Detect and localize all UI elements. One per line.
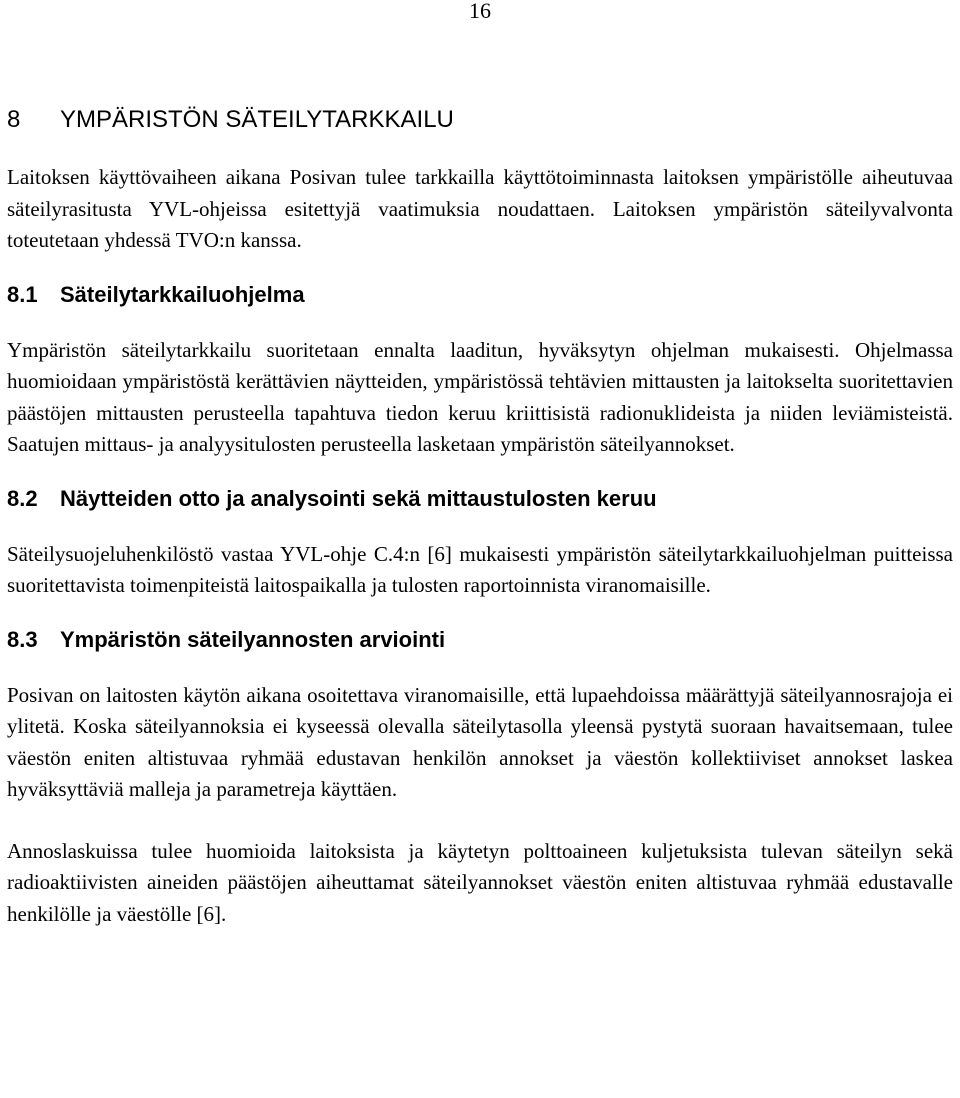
- section-heading-8-2: [7, 481, 953, 517]
- section-number: 8.3: [7, 626, 38, 652]
- chapter-title: YMPÄRISTÖN SÄTEILYTARKKAILU: [60, 106, 454, 133]
- document-body: [7, 102, 953, 930]
- chapter-intro-paragraph: Laitoksen käyttövaiheen aikana Posivan tulee tarkkailla käyttötoiminnasta laitoksen ympäristölle aiheutuvaa säteilyrasitusta YVL-ohjeissa esitettyjä vaatimuksia noudattaen. Laitoksen ympäristön säteilyvalvonta toteutetaan yhdessä TVO:n kanssa.: [7, 165, 953, 252]
- section-heading-8-3: [7, 622, 953, 658]
- section-title: Säteilytarkkailuohjelma: [60, 281, 305, 307]
- section-8-3-paragraph-1: Posivan on laitosten käytön aikana osoitettava viranomaisille, että lupaehdoissa määrättyjä säteilyannosrajoja ei ylitetä. Koska säteilyannoksia ei kyseessä olevalla säteilytasolla yleensä pystytä suoraan havaitsemaan, tulee väestön eniten altistuvaa ryhmää edustavan henkilön annokset ja väestön kollektiiviset annokset laskea hyväksyttäviä malleja ja parametreja käyttäen.: [7, 682, 953, 801]
- section-title: Näytteiden otto ja analysointi sekä mittaustulosten keruu: [60, 485, 657, 511]
- chapter-heading: [7, 102, 953, 138]
- section-number: 8.1: [7, 281, 38, 307]
- section-heading-8-1: [7, 277, 953, 313]
- section-8-2-paragraph: Säteilysuojeluhenkilöstö vastaa YVL-ohje C.4:n [6] mukaisesti ympäristön säteilytarkkailuohjelman puitteissa suoritettavista toimenpiteistä laitospaikalla ja tulosten raportoinnista viranomaisille.: [7, 541, 953, 597]
- chapter-number: 8: [7, 106, 21, 133]
- section-8-3-paragraph-2: Annoslaskuissa tulee huomioida laitoksista ja käytetyn polttoaineen kuljetuksista tulevan säteilyn sekä radioaktiivisten aineiden päästöjen aiheuttamat säteilyannokset väestön eniten altistuvaa ryhmää edustavalle henkilölle ja väestölle [6].: [7, 838, 953, 926]
- section-number: 8.2: [7, 485, 38, 511]
- section-8-1-paragraph: Ympäristön säteilytarkkailu suoritetaan ennalta laaditun, hyväksytyn ohjelman mukaisesti. Ohjelmassa huomioidaan ympäristöstä kerättävien näytteiden, ympäristössä tehtävien mittausten ja laitokselta suoritettavien päästöjen mittausten perusteella tapahtuva tiedon keruu kriittisistä radionuklideista ja niiden leviämisteistä. Saatujen mittaus- ja analyysitulosten perusteella lasketaan ympäristön säteilyannokset.: [7, 337, 953, 456]
- page-number: 16: [469, 0, 491, 23]
- section-title: Ympäristön säteilyannosten arviointi: [60, 626, 446, 652]
